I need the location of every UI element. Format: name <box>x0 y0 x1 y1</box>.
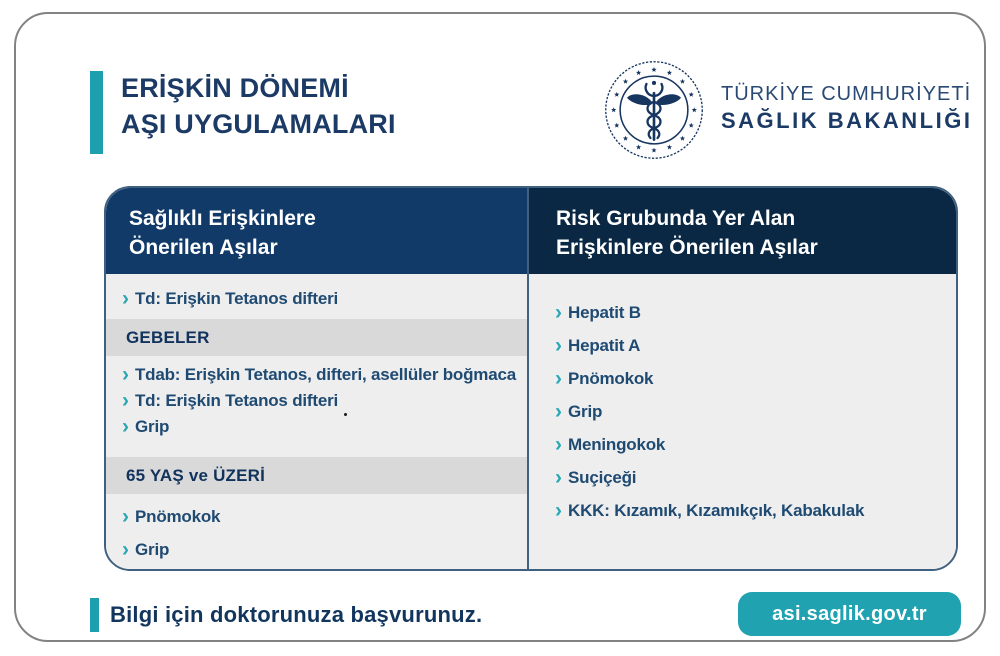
chevron-icon: › <box>122 286 129 310</box>
list-item-label: Grip <box>135 540 170 559</box>
list-item <box>527 399 956 425</box>
list-item-label: Tdab: Erişkin Tetanos, difteri, asellüler boğmaca <box>135 365 516 384</box>
ministry-line1: TÜRKİYE CUMHURİYETİ <box>721 83 972 105</box>
list-item-label: Grip <box>568 402 603 421</box>
list-item <box>106 504 527 530</box>
list-item-label: KKK: Kızamık, Kızamıkçık, Kabakulak <box>568 501 865 520</box>
list-item <box>106 537 527 563</box>
category-band-gebeler: GEBELER <box>106 319 527 356</box>
chevron-icon: › <box>122 537 129 561</box>
table-body <box>106 274 956 571</box>
chevron-icon: › <box>555 432 562 456</box>
chevron-icon: › <box>122 504 129 528</box>
ministry-line2: SAĞLIK BAKANLIĞI <box>721 108 973 133</box>
header-healthy-adults-line2: Önerilen Aşılar <box>129 236 278 259</box>
wing-left <box>627 94 651 105</box>
header-healthy-adults-line1: Sağlıklı Erişkinlere <box>129 207 316 230</box>
chevron-icon: › <box>122 414 129 438</box>
header-risk-group-line2: Erişkinlere Önerilen Aşılar <box>556 236 818 259</box>
footer-accent-bar <box>90 598 99 632</box>
column-risk-group <box>527 274 956 571</box>
list-item-label: Td: Erişkin Tetanos difteri <box>135 289 339 308</box>
ministry-wordmark <box>721 81 972 135</box>
list-item <box>106 362 527 388</box>
category-band-65-plus: 65 YAŞ ve ÜZERİ <box>106 457 527 494</box>
header-healthy-adults <box>106 188 527 274</box>
footer-note: Bilgi için doktorunuza başvurunuz. <box>110 602 483 627</box>
column-divider <box>527 188 529 569</box>
page-title <box>121 70 396 142</box>
title-accent-bar <box>90 71 103 154</box>
list-item-label: Meningokok <box>568 435 666 454</box>
list-item <box>527 432 956 458</box>
saglik-bakanligi-emblem-icon <box>603 59 705 161</box>
vaccine-table <box>104 186 958 571</box>
list-item <box>527 333 956 359</box>
list-item-label: Td: Erişkin Tetanos difteri <box>135 391 339 410</box>
chevron-icon: › <box>122 362 129 386</box>
column-healthy-adults <box>106 274 527 571</box>
list-item-label: Hepatit B <box>568 303 641 322</box>
list-item <box>106 286 527 312</box>
list-item <box>527 498 956 524</box>
chevron-icon: › <box>122 388 129 412</box>
list-item <box>106 414 527 440</box>
chevron-icon: › <box>555 366 562 390</box>
list-item-label: Pnömokok <box>135 507 221 526</box>
chevron-icon: › <box>555 465 562 489</box>
stray-dot-mark <box>344 413 347 416</box>
list-item-label: Grip <box>135 417 170 436</box>
asi-saglik-link-button[interactable]: asi.saglik.gov.tr <box>738 592 961 636</box>
list-item-label: Hepatit A <box>568 336 641 355</box>
page-title-line1: ERİŞKİN DÖNEMİ <box>121 73 349 103</box>
chevron-icon: › <box>555 399 562 423</box>
header-risk-group <box>527 188 956 274</box>
chevron-icon: › <box>555 333 562 357</box>
chevron-icon: › <box>555 498 562 522</box>
header-risk-group-line1: Risk Grubunda Yer Alan <box>556 207 796 230</box>
wing-right <box>657 94 681 105</box>
card-border <box>14 12 986 642</box>
list-item <box>527 465 956 491</box>
list-item <box>106 388 527 414</box>
table-header-row <box>106 188 956 274</box>
list-item-label: Suçiçeği <box>568 468 637 487</box>
list-item-label: Pnömokok <box>568 369 654 388</box>
list-item <box>527 366 956 392</box>
chevron-icon: › <box>555 300 562 324</box>
page-title-line2: AŞI UYGULAMALARI <box>121 109 396 139</box>
list-item <box>527 300 956 326</box>
